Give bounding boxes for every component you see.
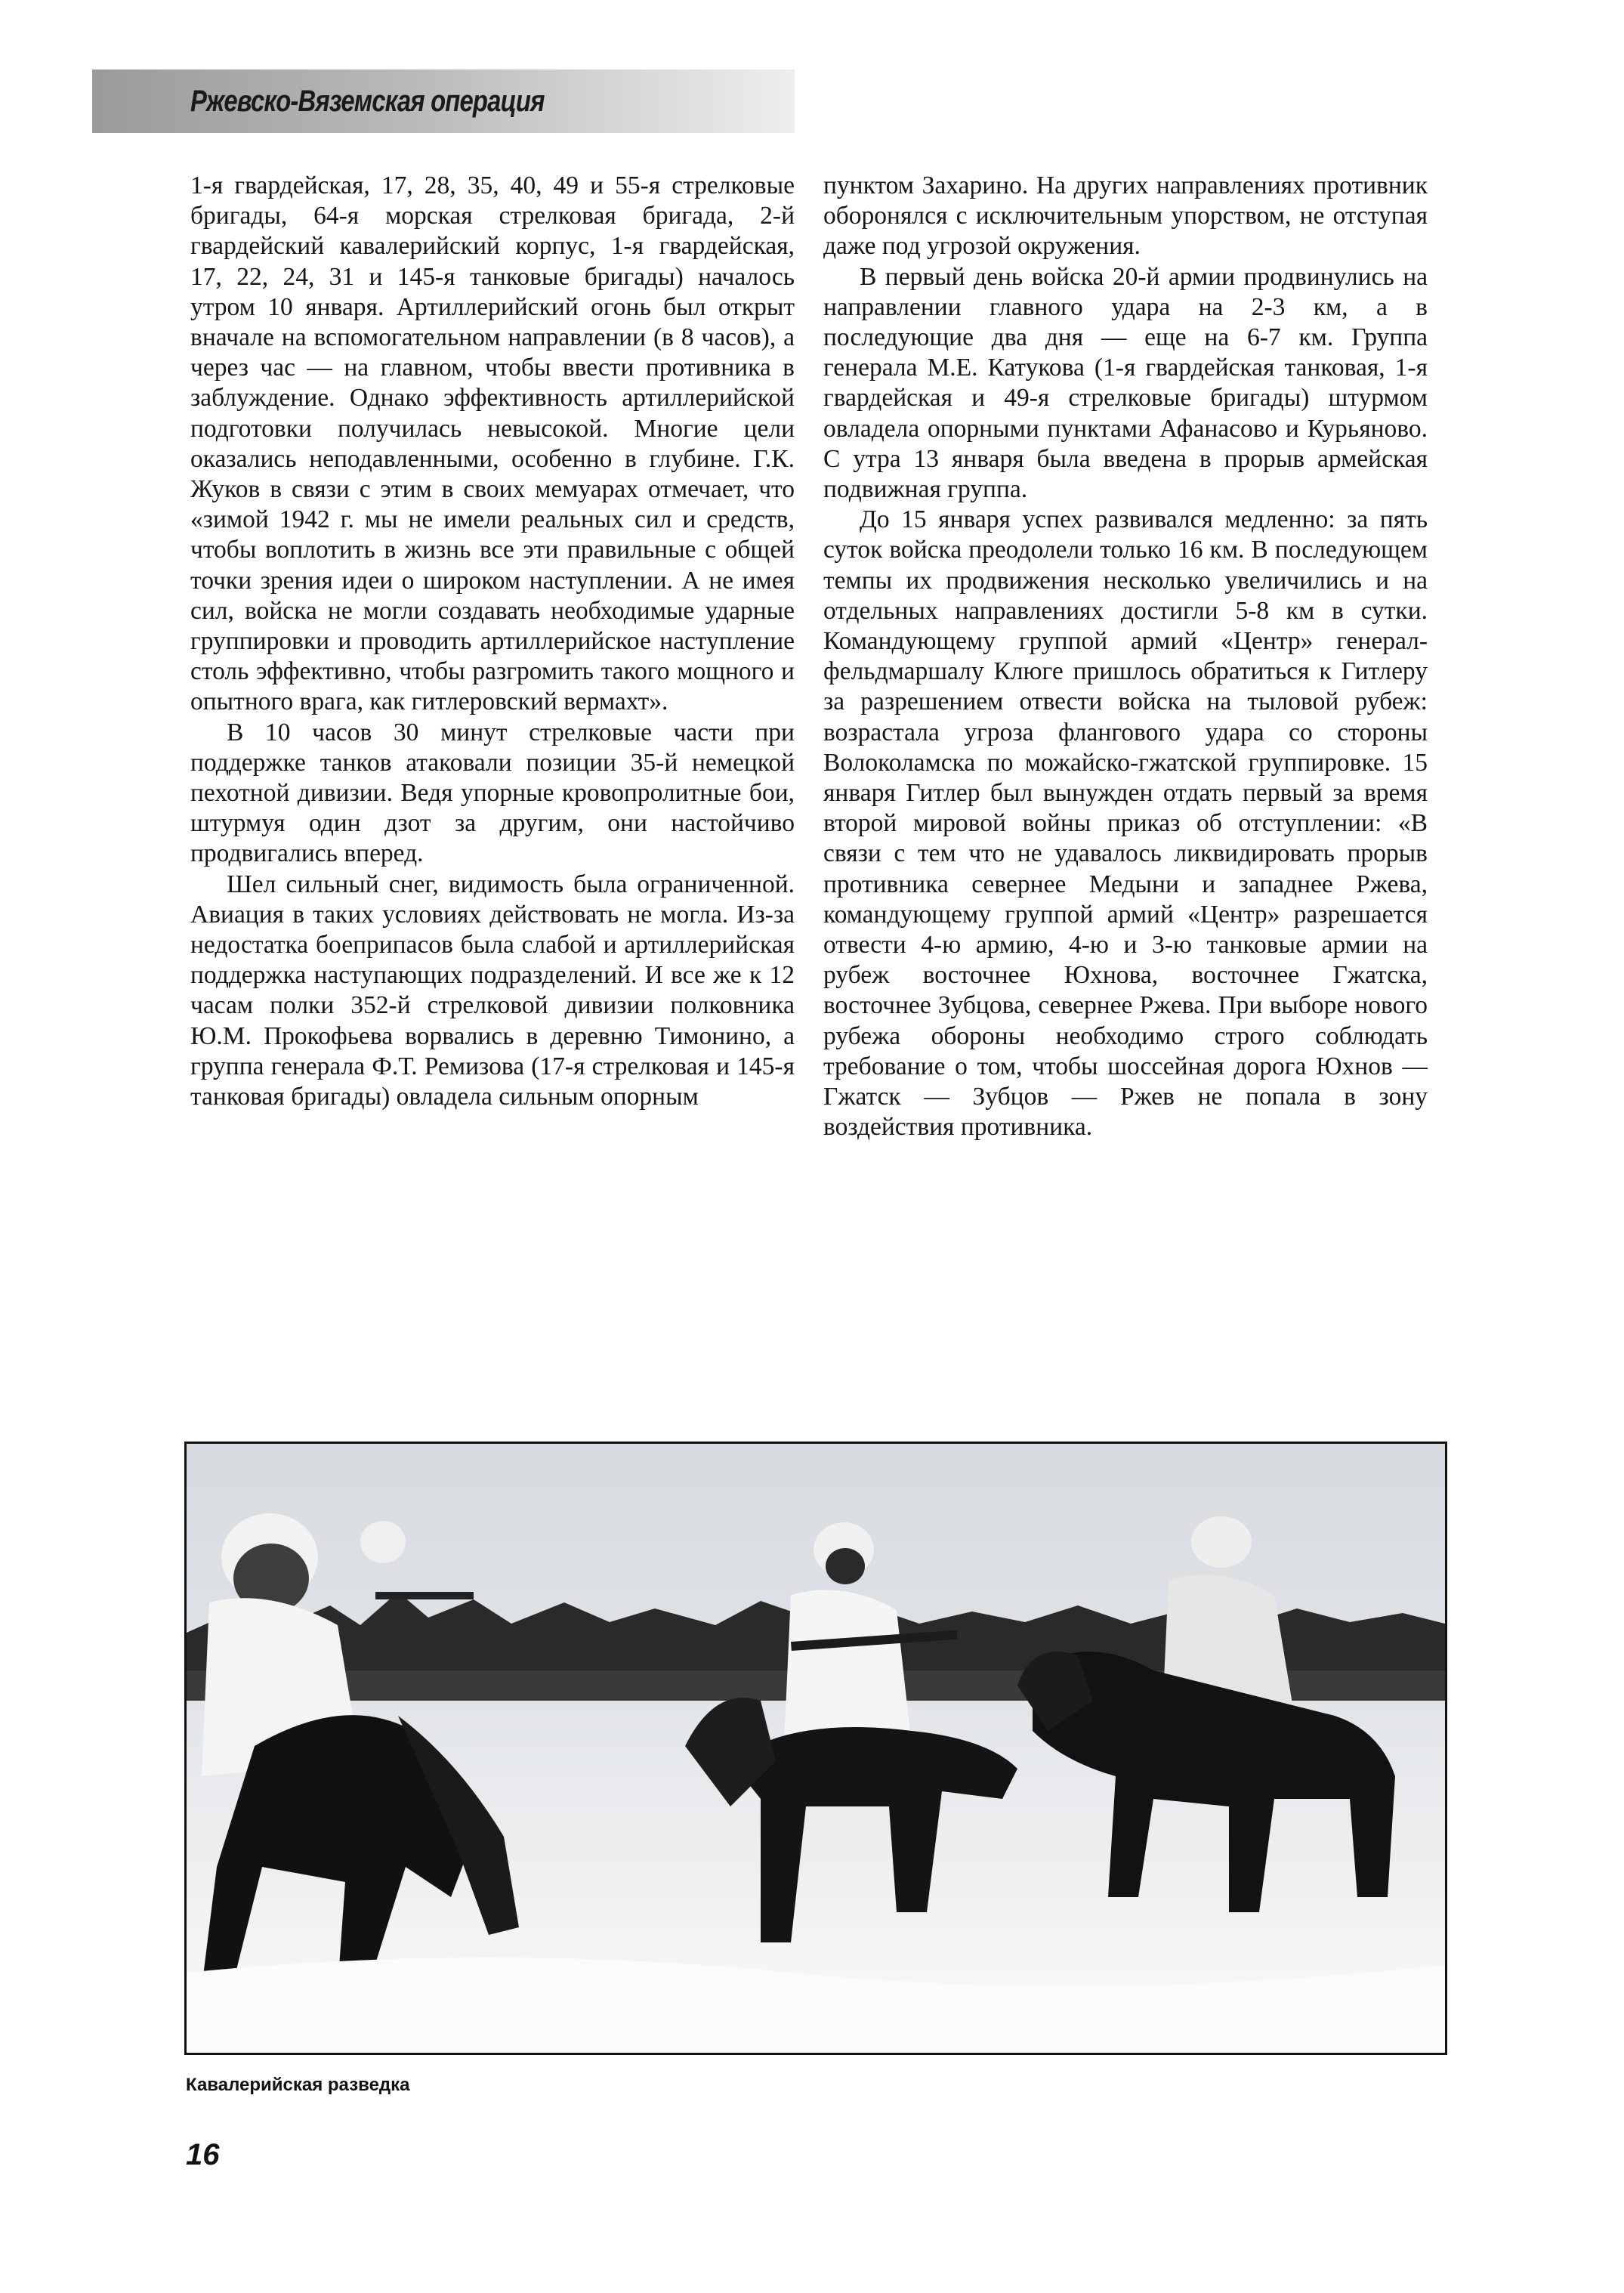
text-column-right bbox=[823, 171, 1428, 1143]
figure-caption: Кавалерийская разведка bbox=[186, 2075, 410, 2095]
paragraph: Шел сильный снег, видимость была ограниченной. Авиация в таких условиях действовать не могла. Из-за недостатка боеприпасов была слабой и артиллерийская поддержка наступающих подразделений. И все же к 12 часам полки 352-й стрелковой дивизии полковника Ю.М. Прокофьева ворвались в деревню Тимонино, а группа генерала Ф.Т. Ремизова (17-я стрелковая и 145-я танковая бригады) овладела сильным опорным bbox=[190, 870, 795, 1111]
paragraph: В 10 часов 30 минут стрелковые части при поддержке танков атаковали позиции 35-й немецкой пехотной дивизии. Ведя упорные кровопролитные бои, штурмуя один дзот за другим, они настойчиво продвигались вперед. bbox=[190, 718, 795, 868]
text-column-left bbox=[190, 171, 795, 1112]
paragraph: До 15 января успех развивался медленно: за пять суток войска преодолели только 16 км. В последующем темпы их продвижения несколько увеличились и на отдельных направлениях достигли 5-8 км в сутки. Командующему группой армий «Центр» генерал-фельдмаршалу Клюге пришлось обратиться к Гитлеру за разрешением отвести войска на тыловой рубеж: возрастала угроза флангового удара со стороны Волоколамска по можайско-гжатской группировке. 15 января Гитлер был вынужден отдать первый за время второй мировой войны приказ об отступлении: «В связи с тем что не удавалось ликвидировать прорыв противника севернее Медыни и западнее Ржева, командующему группой армий «Центр» разрешается отвести 4-ю армию, 4-ю и 3-ю танковые армии на рубеж восточнее Юхнова, восточнее Гжатска, восточнее Зубцова, севернее Ржева. При выборе нового рубежа обороны необходимо строго соблюдать требование о том, чтобы шоссейная дорога Юхнов — Гжатск — Зубцов — Ржев не попала в зону воздействия противника. bbox=[823, 505, 1428, 1142]
paragraph: В первый день войска 20-й армии продвинулись на направлении главного удара на 2-3 км, а в последующие два дня — еще на 6-7 км. Группа генерала М.Е. Катукова (1-я гвардейская танковая, 1-я гвардейская и 49-я стрелковые бригады) штурмом овладела опорными пунктами Афанасово и Курьяново. С утра 13 января была введена в прорыв армейская подвижная группа. bbox=[823, 262, 1428, 504]
page-number: 16 bbox=[186, 2138, 220, 2171]
photograph bbox=[184, 1442, 1447, 2055]
running-header-title: Ржевско-Вяземская операция bbox=[190, 85, 545, 118]
paragraph: пунктом Захарино. На других направлениях противник оборонялся с исключительным упорством, не отступая даже под угрозой окружения. bbox=[823, 172, 1428, 261]
paragraph: 1-я гвардейская, 17, 28, 35, 40, 49 и 55-я стрелковые бригады, 64-я морская стрелковая бригада, 2-й гвардейский кавалерийский корпус, 1-я гвардейская, 17, 22, 24, 31 и 145-я танковые бригады) началось утром 10 января. Артиллерийский огонь был открыт вначале на вспомогательном направлении (в 8 часов), а через час — на главном, чтобы ввести противника в заблуждение. Однако эффективность артиллерийской подготовки получилась невысокой. Многие цели оказались неподавленными, особенно в глубине. Г.К. Жуков в связи с этим в своих мемуарах отмечает, что «зимой 1942 г. мы не имели реальных сил и средств, чтобы воплотить в жизнь все эти правильные с общей точки зрения идеи о широком наступлении. А не имея сил, войска не могли создавать необходимые ударные группировки и проводить артиллерийское наступление столь эффективно, чтобы разгромить такого мощного и опытного врага, как гитлеровский вермахт». bbox=[190, 172, 795, 716]
photo-illustration bbox=[187, 1444, 1445, 2053]
